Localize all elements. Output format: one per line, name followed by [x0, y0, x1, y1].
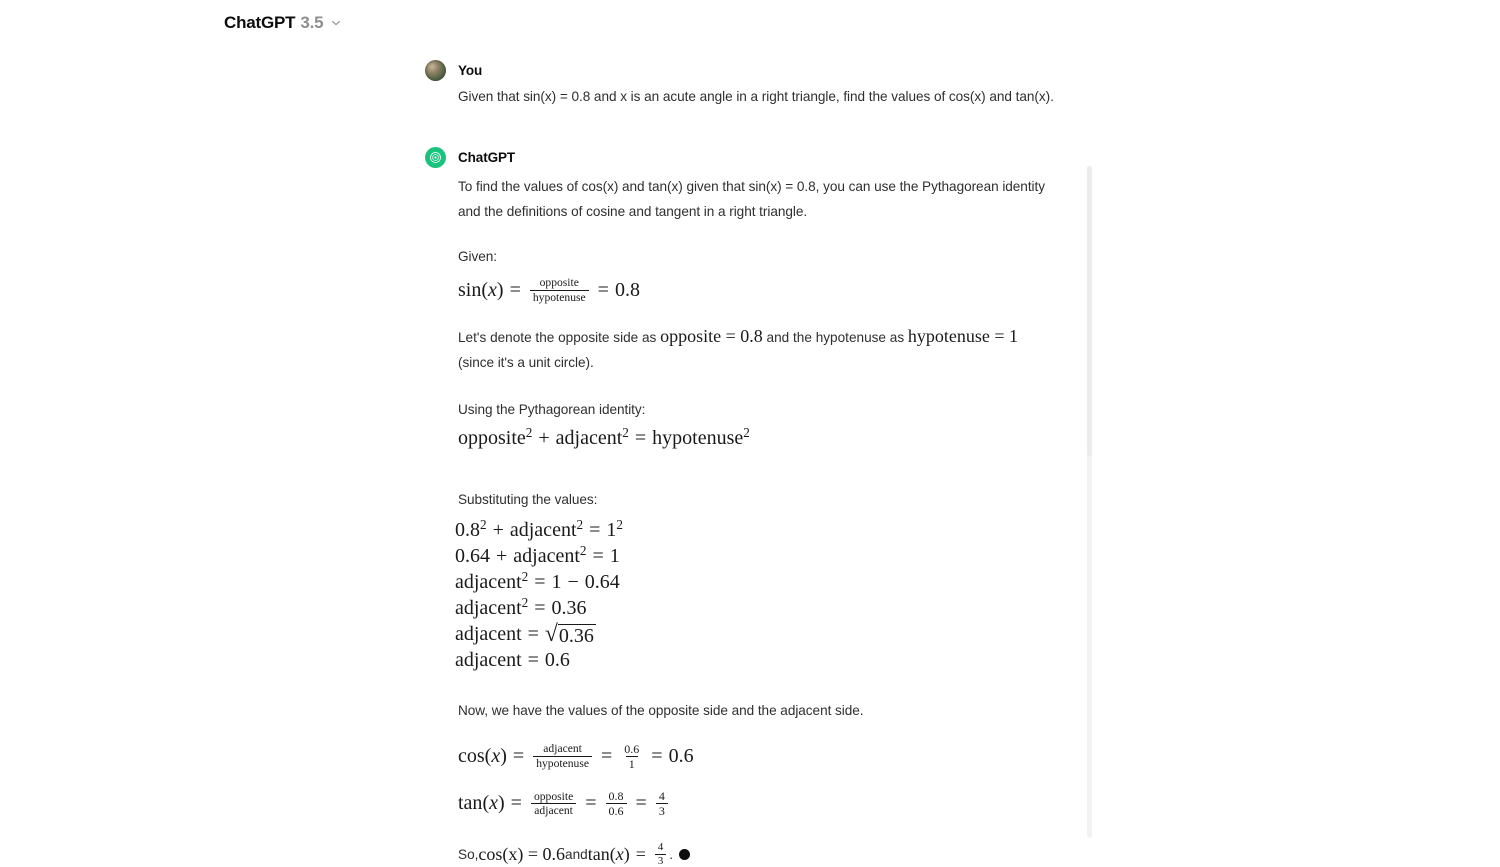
assistant-intro-paragraph: To find the values of cos(x) and tan(x) given that sin(x) = 0.8, you can use the Pythagorean identity and the definitions of cosine and tangent in a right triangle. — [458, 179, 1045, 219]
assistant-role-label: ChatGPT — [458, 149, 516, 165]
step-5: adjacent = √ 0.36 — [455, 620, 594, 647]
tan-result-fraction — [656, 790, 668, 817]
denote-mid: and the hypotenuse as — [762, 329, 908, 345]
user-message-header — [425, 60, 1105, 80]
tan-denominator: adjacent — [531, 803, 576, 817]
step-4: adjacent 2 = 0.36 — [455, 595, 587, 620]
assistant-message-body — [455, 174, 1105, 867]
solution-steps — [455, 518, 1105, 674]
model-name-label: ChatGPT — [224, 13, 296, 32]
cos-ratio-fraction — [533, 743, 592, 770]
assistant-message — [425, 147, 1105, 867]
cos-fn: cos — [458, 744, 485, 767]
given-denominator: hypotenuse — [530, 290, 589, 304]
tan-numerator: opposite — [533, 789, 574, 803]
given-fraction — [530, 277, 589, 304]
cos-result: 0.6 — [668, 744, 694, 767]
cos-formula: cos ( x ) = $\frac{\text{adjacent}}{\text{hypotenuse}}$ = $\frac{0.6}{1}$ = 0.6 — [458, 741, 694, 771]
denote-prefix: Let's denote the opposite side as — [458, 329, 661, 345]
step-2: 0.64 + adjacent 2 = 1 — [455, 543, 620, 568]
given-var: x — [488, 278, 497, 301]
tan-fn: tan — [458, 792, 483, 815]
substituting-label: Substituting the values: — [458, 491, 598, 507]
square-root-icon: √ 0.36 — [544, 620, 594, 647]
cos-numerator: adjacent — [543, 742, 582, 756]
conclusion-tan: tan ( x ) = $\frac{4}{3}$ — [588, 842, 670, 867]
chevron-down-icon[interactable] — [330, 17, 342, 29]
given-label: Given: — [458, 249, 497, 264]
conclusion-period: . — [669, 846, 674, 862]
denote-suffix: (since it's a unit circle). — [458, 354, 594, 370]
step-3: adjacent 2 = 1 − 0.64 — [455, 569, 620, 594]
tan-value-fraction — [606, 790, 627, 817]
denote-math-opposite: opposite = 0.8 — [660, 325, 763, 346]
step-1: 0.8 2 + adjacent 2 = 1 2 — [455, 517, 623, 542]
cos-frac-den: 1 — [626, 756, 638, 770]
conclusion-tan-num: 4 — [657, 840, 664, 853]
identity-label: Using the Pythagorean identity: — [458, 401, 646, 417]
tan-frac-num: 0.8 — [608, 789, 624, 804]
streaming-cursor-dot — [679, 849, 690, 860]
now-label: Now, we have the values of the opposite side and the adjacent side. — [458, 702, 864, 718]
model-switcher-button[interactable] — [224, 13, 342, 33]
given-fn: sin — [458, 278, 482, 301]
given-numerator: opposite — [539, 276, 579, 289]
given-formula: sin ( x ) = $\frac{\text{opposite}}{\text{hypotenuse}}$ = 0.8 — [458, 276, 640, 304]
denote-math-hypotenuse: hypotenuse = 1 — [907, 325, 1019, 346]
conclusion-tan-den: 3 — [655, 854, 666, 867]
denote-paragraph — [458, 324, 1068, 350]
assistant-message-header — [425, 147, 1105, 167]
top-bar — [0, 0, 1500, 46]
tan-result-den: 3 — [656, 803, 668, 817]
conclusion-cos: cos(x) = 0.6 — [478, 843, 566, 864]
model-version-label: 3.5 — [300, 13, 324, 32]
identity-formula: opposite 2 + adjacent 2 = hypotenuse 2 — [458, 424, 750, 449]
user-message-text: Given that sin(x) = 0.8 and x is an acute angle in a right triangle, find the values of cos(x) and tan(x). — [458, 89, 1054, 104]
openai-logo-icon — [425, 147, 446, 168]
conclusion-conjunction: and — [565, 846, 588, 862]
conclusion-tan-var: x — [615, 843, 624, 864]
tan-var: x — [489, 792, 498, 815]
conclusion-prefix: So, — [458, 846, 479, 862]
cos-var: x — [491, 744, 501, 767]
user-role-label: You — [458, 62, 483, 78]
user-avatar — [425, 60, 446, 81]
cos-denominator: hypotenuse — [533, 756, 592, 770]
conclusion-tan-fraction — [655, 842, 666, 867]
tan-formula: tan ( x ) = $\frac{\text{opposite}}{\text{adjacent}}$ = $\frac{0.8}{0.6}$ = $\frac{4}{3}$ — [458, 790, 1105, 817]
conclusion-paragraph — [458, 842, 1105, 867]
conclusion-tan-fn: tan — [587, 843, 610, 864]
tan-ratio-fraction — [531, 791, 576, 818]
tan-frac-den: 0.6 — [606, 803, 627, 817]
vertical-scrollbar[interactable] — [1087, 166, 1092, 456]
cos-value-fraction — [621, 743, 642, 770]
given-result: 0.8 — [614, 278, 640, 301]
tan-result-num: 4 — [658, 789, 665, 804]
step-6: adjacent = 0.6 — [455, 649, 570, 672]
user-message — [425, 60, 1105, 109]
conversation-thread — [0, 46, 1500, 867]
cos-frac-num: 0.6 — [624, 741, 640, 756]
